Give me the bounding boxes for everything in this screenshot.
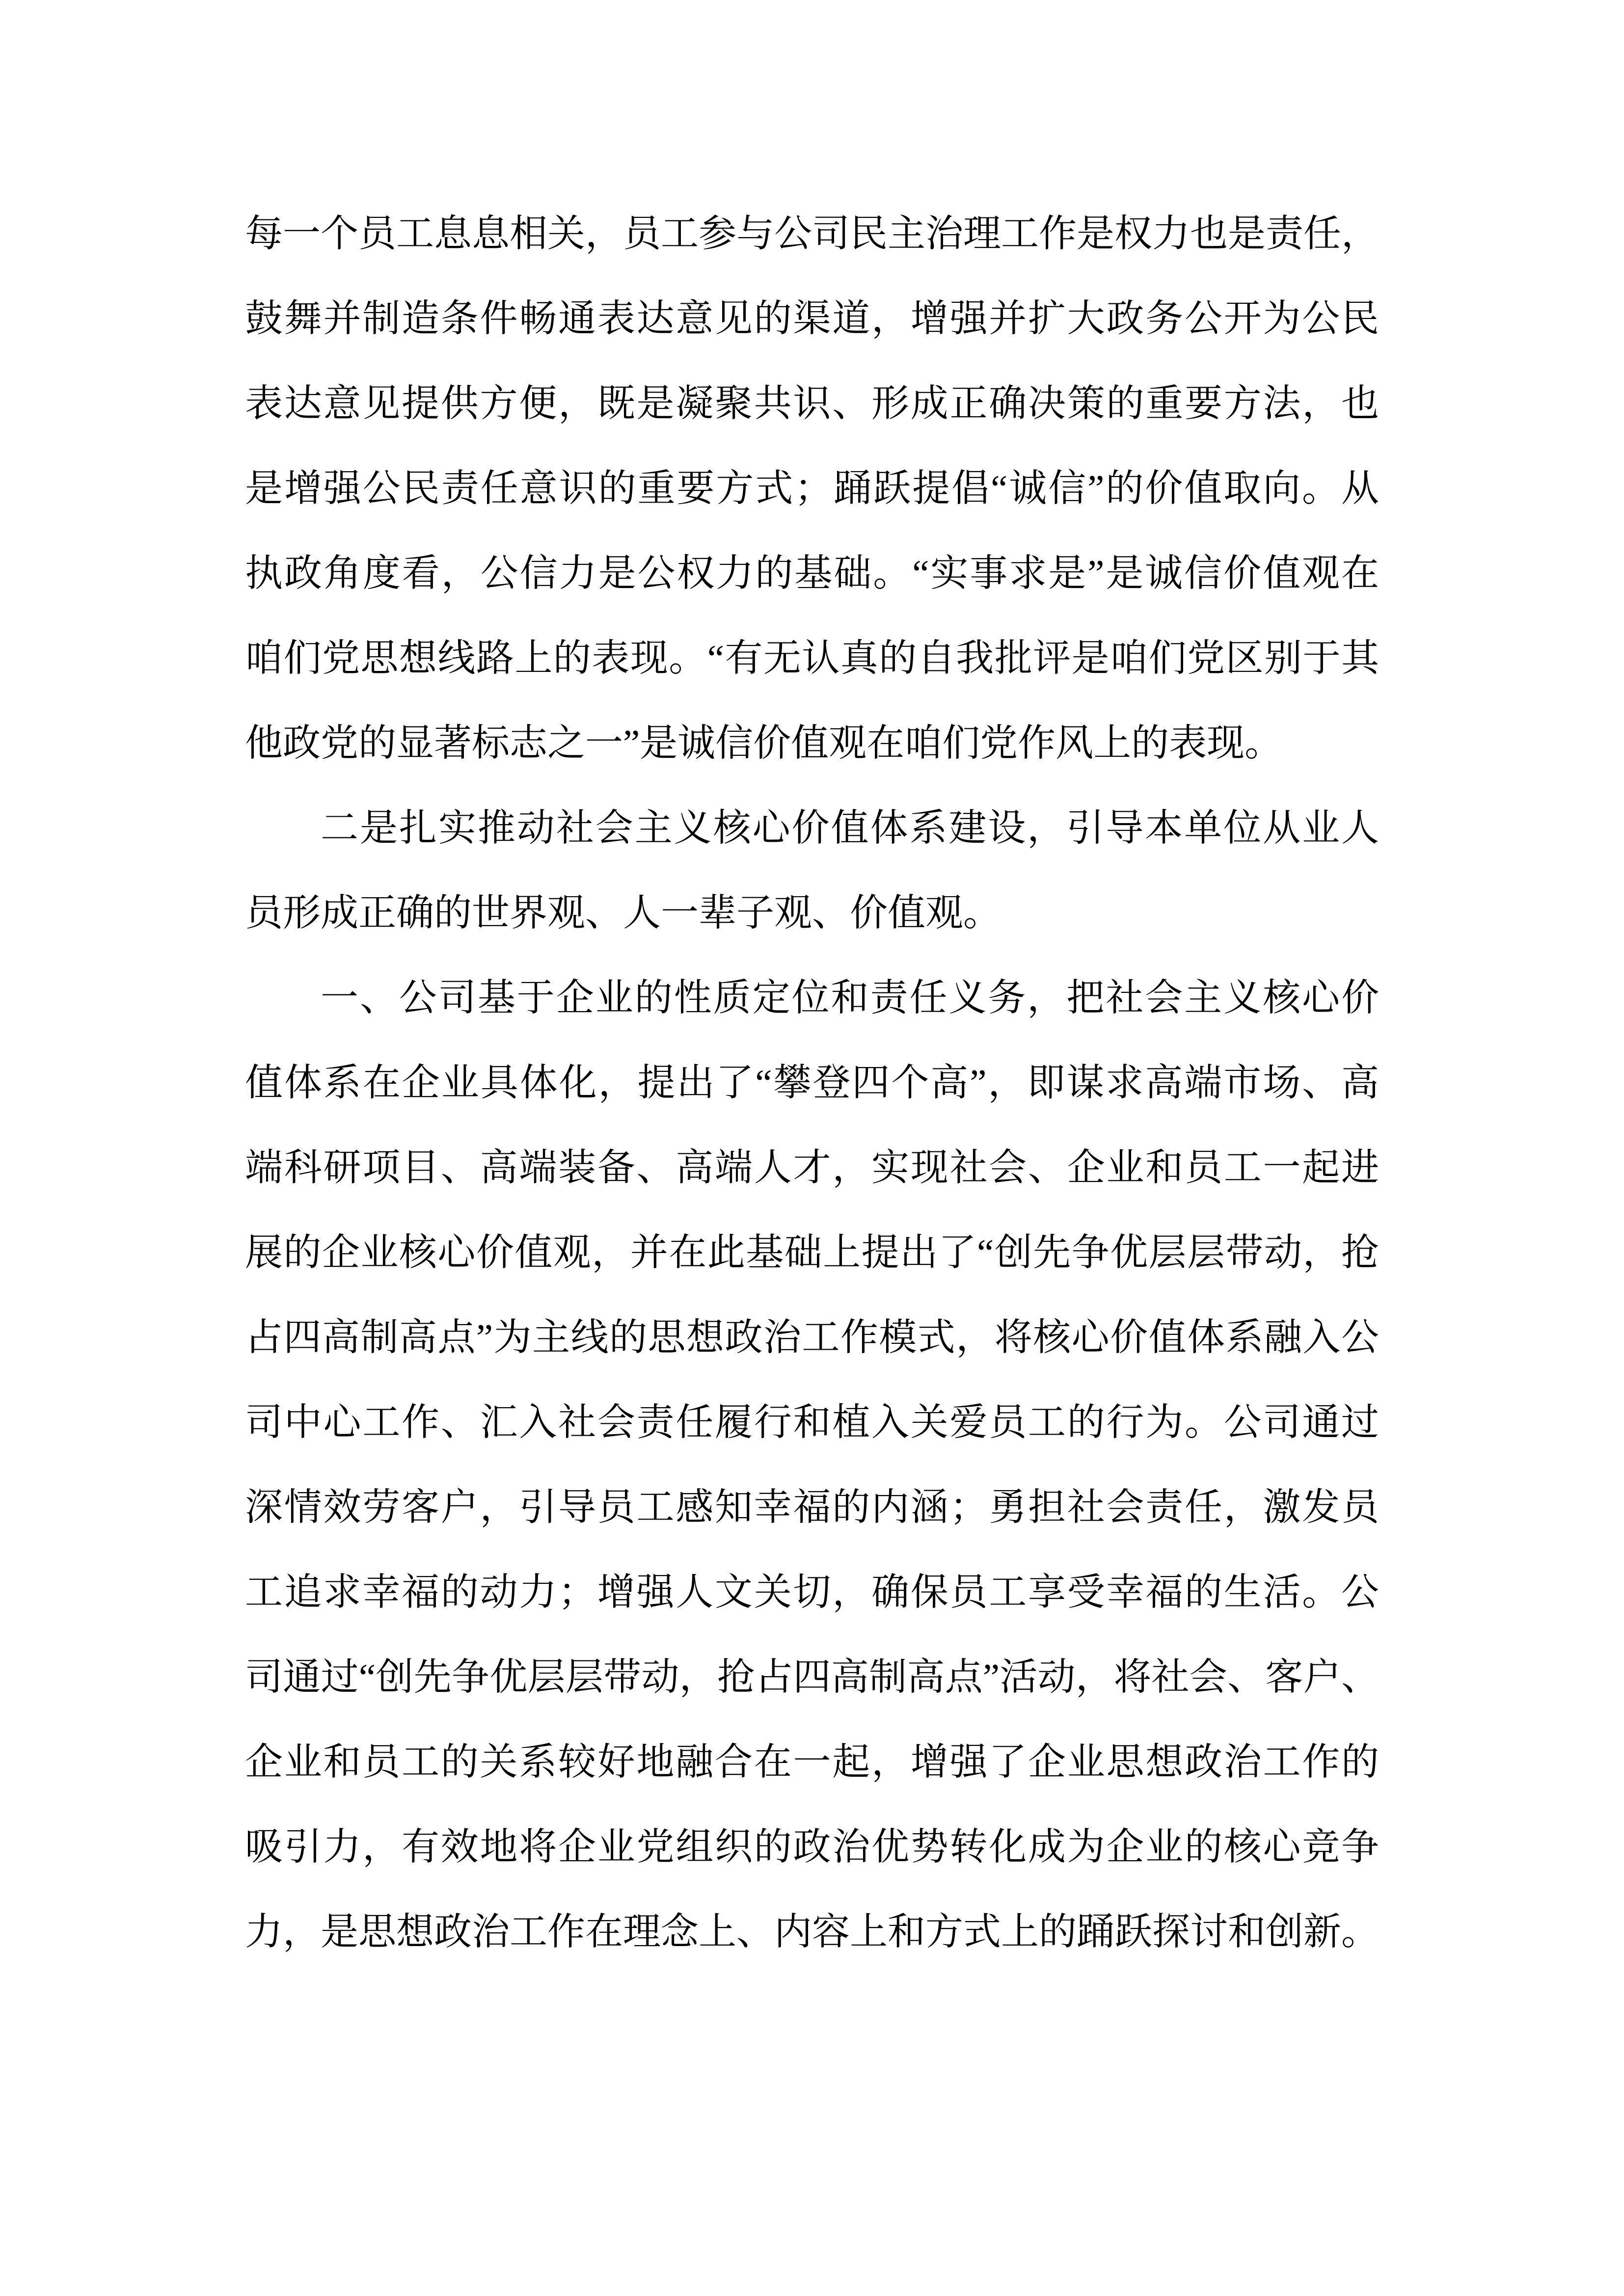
page-body <box>245 191 1379 1975</box>
text-line: 力，是思想政治工作在理念上、内容上和方式上的踊跃探讨和创新。 <box>245 1911 1379 1953</box>
paragraph <box>245 191 1379 786</box>
text-line: 值体系在企业具体化，提出了“攀登四个高”，即谋求高端市场、高 <box>245 1062 1379 1104</box>
paragraph <box>245 786 1379 956</box>
text-line: 展的企业核心价值观，并在此基础上提出了“创先争优层层带动，抢 <box>245 1231 1379 1274</box>
paragraph <box>245 956 1379 1975</box>
text-line: 吸引力，有效地将企业党组织的政治优势转化成为企业的核心竞争 <box>245 1826 1379 1868</box>
text-line: 执政角度看，公信力是公权力的基础。“实事求是”是诚信价值观在 <box>245 552 1379 594</box>
text-line: 咱们党思想线路上的表现。“有无认真的自我批评是咱们党区别于其 <box>245 637 1379 679</box>
text-line: 他政党的显著标志之一”是诚信价值观在咱们党作风上的表现。 <box>245 722 1283 764</box>
text-line: 占四高制高点”为主线的思想政治工作模式，将核心价值体系融入公 <box>245 1316 1379 1359</box>
text-line: 企业和员工的关系较好地融合在一起，增强了企业思想政治工作的 <box>245 1741 1379 1783</box>
text-line: 是增强公民责任意识的重要方式；踊跃提倡“诚信”的价值取向。从 <box>245 467 1379 509</box>
text-line: 表达意见提供方便，既是凝聚共识、形成正确决策的重要方法，也 <box>245 382 1379 425</box>
text-line: 司中心工作、汇入社会责任履行和植入关爱员工的行为。公司通过 <box>245 1401 1379 1443</box>
text-line: 每一个员工息息相关，员工参与公司民主治理工作是权力也是责任， <box>245 213 1379 255</box>
text-line: 员形成正确的世界观、人一辈子观、价值观。 <box>245 892 1001 934</box>
text-line: 一、公司基于企业的性质定位和责任义务，把社会主义核心价 <box>321 977 1379 1019</box>
text-line: 司通过“创先争优层层带动，抢占四高制高点”活动，将社会、客户、 <box>245 1656 1379 1698</box>
text-line: 端科研项目、高端装备、高端人才，实现社会、企业和员工一起进 <box>245 1147 1379 1189</box>
text-line: 鼓舞并制造条件畅通表达意见的渠道，增强并扩大政务公开为公民 <box>245 297 1379 340</box>
text-line: 深情效劳客户，引导员工感知幸福的内涵；勇担社会责任，激发员 <box>245 1486 1379 1528</box>
text-line: 二是扎实推动社会主义核心价值体系建设，引导本单位从业人 <box>321 807 1379 849</box>
text-line: 工追求幸福的动力；增强人文关切，确保员工享受幸福的生活。公 <box>245 1571 1379 1613</box>
